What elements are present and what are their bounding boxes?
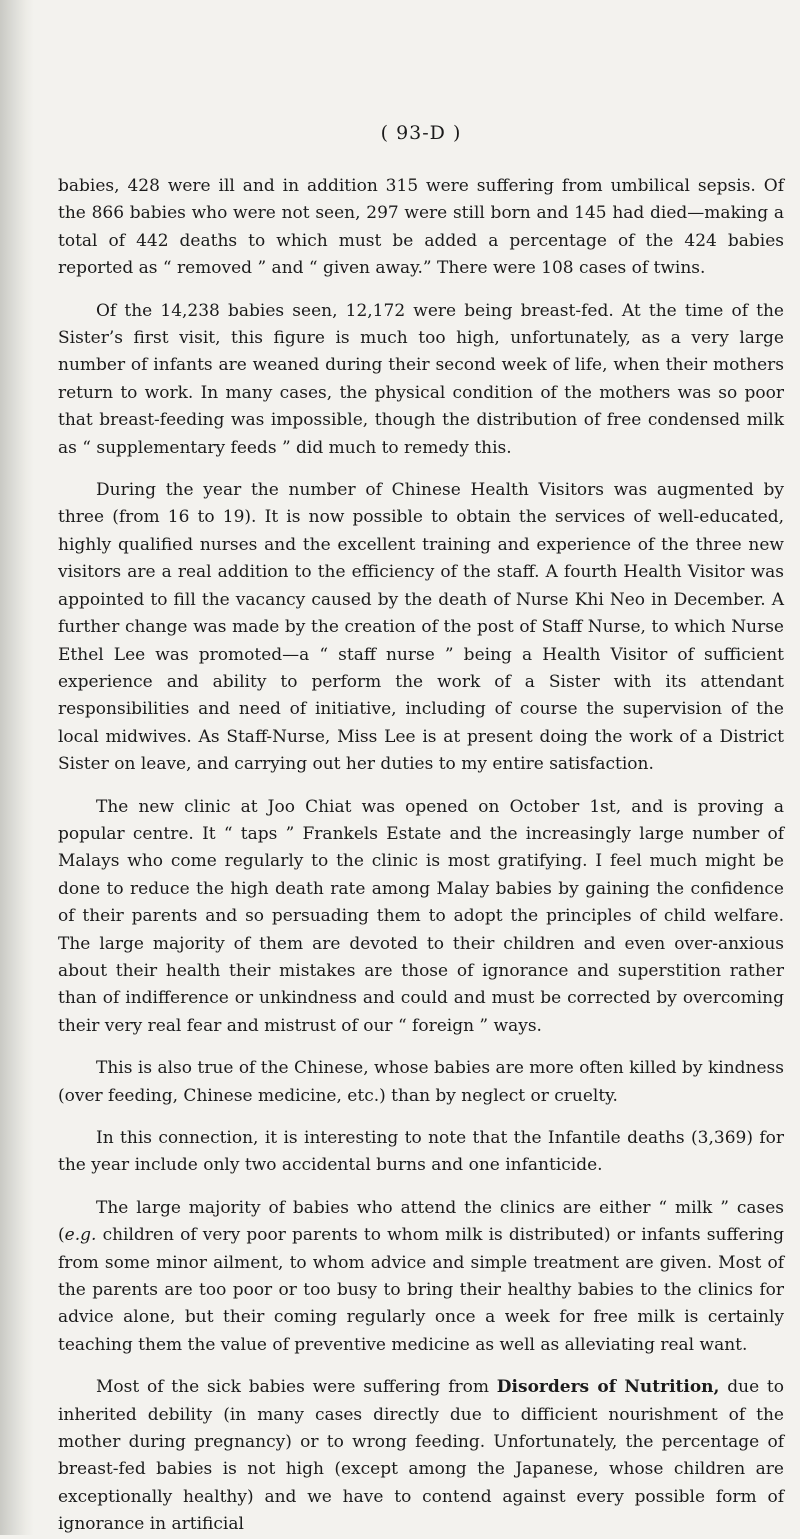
text-segment: children of very poor parents to whom milk is distributed) or infants suffering from some minor ailment, to whom advice and simple treatment are given. Most of the parents are too poor or too busy to bring their healthy babies to the clinics for advice alone, but their coming regularly once a week for free milk is certainly teaching them the value of preventive medicine as well as alleviating real want. [58, 1225, 784, 1355]
scan-edge-shadow [0, 0, 34, 1535]
paragraph [58, 298, 784, 462]
text-segment: This is also true of the Chinese, whose babies are more often killed by kindness (over feeding, Chinese medicine, etc.) than by neglect or cruelty. [58, 1058, 784, 1106]
paragraph [58, 1055, 784, 1110]
text-segment: Most of the sick babies were suffering from [96, 1377, 497, 1398]
paragraph [58, 477, 784, 778]
italic-phrase: e.g. [64, 1225, 97, 1246]
paragraph [58, 173, 784, 283]
text-segment: The large majority of babies who attend the clinics are either “ milk ” cases ( [58, 1197, 784, 1246]
bold-phrase: Disorders of Nutrition, [496, 1377, 720, 1398]
paragraph [58, 1195, 784, 1359]
text-segment: The new clinic at Joo Chiat was opened on October 1st, and is proving a popular centre. It “ taps ” Frankels Estate and the increasingly large number of Malays who come regularly to the clinic is most gratifying. I feel much might be done to reduce the high death rate among Malay babies by gaining the confidence of their parents and so persuading them to adopt the principles of child welfare. The large majority of them are devoted to their children and even over-anxious about their health their mistakes are those of ignorance and superstition rather than of indifference or unkindness and could and must be corrected by overcoming their very real fear and mistrust of our “ foreign ” ways. [58, 796, 784, 1036]
page-number: ( 93-D ) [380, 122, 462, 144]
document-page [58, 0, 784, 1535]
paragraph [58, 794, 784, 1041]
body-text [58, 173, 784, 1539]
text-segment: In this connection, it is interesting to note that the Infantile deaths (3,369) for the year include only two accidental burns and one infanticide. [58, 1128, 784, 1176]
text-segment: Of the 14,238 babies seen, 12,172 were being breast-fed. At the time of the Sister’s first visit, this figure is much too high, unfortunately, as a very large number of infants are weaned during their second week of life, when their mothers return to work. In many cases, the physical condition of the mothers was so poor that breast-feeding was impossible, though the distribution of free condensed milk as “ supplementary feeds ” did much to remedy this. [58, 300, 784, 458]
paragraph [58, 1374, 784, 1538]
paragraph [58, 1125, 784, 1180]
text-segment: During the year the number of Chinese Health Visitors was augmented by three (from 16 to 19). It is now possible to obtain the services of well-educated, highly qualified nurses and the excellent training and experience of the three new visitors are a real addition to the efficiency of the staff. A fourth Health Visitor was appointed to fill the vacancy caused by the death of Nurse Khi Neo in December. A further change was made by the creation of the post of Staff Nurse, to which Nurse Ethel Lee was promoted—a “ staff nurse ” being a Health Visitor of sufficient experience and ability to perform the work of a Sister with its attendant responsibilities and need of initiative, including of course the supervision of the local midwives. As Staff-Nurse, Miss Lee is at present doing the work of a District Sister on leave, and carrying out her duties to my entire satisfaction. [58, 480, 784, 775]
text-segment: due to inherited debility (in many cases directly due to difficient nourishment of the mother during pregnancy) or to wrong feeding. Unfortunately, the percentage of breast-fed babies is not high (except among the Japanese, whose children are exceptionally healthy) and we have to contend against every possible form of ignorance in artificial [58, 1377, 784, 1535]
text-segment: babies, 428 were ill and in addition 315 were suffering from umbilical sepsis. Of the 866 babies who were not seen, 297 were still born and 145 had died—making a total of 442 deaths to which must be added a percentage of the 424 babies reported as “ removed ” and “ given away.” There were 108 cases of twins. [58, 176, 784, 279]
